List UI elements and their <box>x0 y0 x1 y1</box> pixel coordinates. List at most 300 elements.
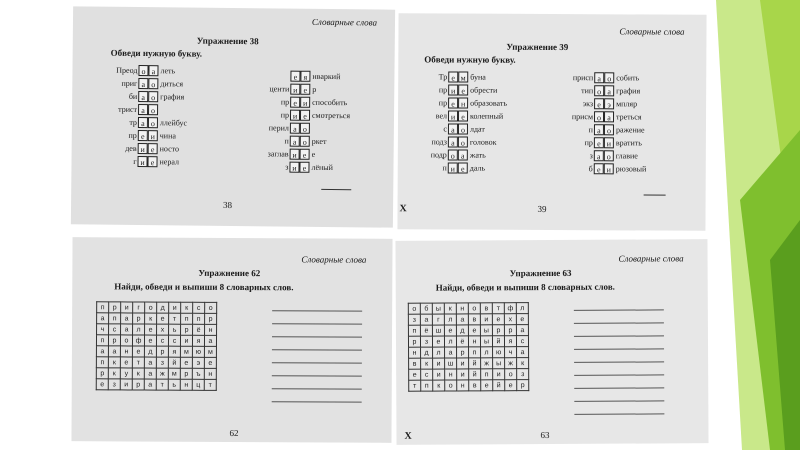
grid-cell[interactable]: р <box>492 325 504 336</box>
answer-line[interactable] <box>574 374 664 375</box>
grid-row <box>408 303 528 315</box>
grid-cell[interactable]: ь <box>168 379 180 390</box>
grid-cell[interactable]: м <box>168 368 180 379</box>
grid-cell[interactable]: ё <box>193 324 205 335</box>
letter-choice-2[interactable]: е <box>148 143 158 154</box>
letter-choice-1[interactable]: и <box>448 162 458 173</box>
grid-cell[interactable]: е <box>132 346 144 357</box>
grid-cell[interactable]: я <box>192 335 204 346</box>
word-suffix: колепный <box>470 111 504 121</box>
letter-choice-2[interactable]: о <box>300 123 310 134</box>
grid-cell[interactable]: а <box>108 346 120 357</box>
grid-cell[interactable]: н <box>205 324 217 335</box>
word-suffix: способить <box>312 97 348 108</box>
grid-cell[interactable]: ы <box>480 325 492 336</box>
letter-choice-2[interactable]: е <box>458 163 468 174</box>
letter-choice-2[interactable]: и <box>148 130 158 141</box>
word-prefix: п <box>588 125 593 135</box>
grid-cell[interactable]: н <box>445 369 457 380</box>
word-suffix: р <box>312 84 317 94</box>
grid-cell[interactable]: г <box>432 314 444 325</box>
letter-choice-1[interactable]: и <box>448 84 458 95</box>
word-suffix: ражение <box>615 125 645 135</box>
grid-cell[interactable]: с <box>193 302 205 313</box>
letter-choice-1[interactable]: а <box>138 78 148 89</box>
word-prefix: пр <box>584 138 593 148</box>
answer-line[interactable] <box>272 401 362 402</box>
letter-choice-2[interactable]: е <box>300 149 310 160</box>
grid-cell[interactable]: а <box>445 347 457 358</box>
grid-cell[interactable]: л <box>481 347 493 358</box>
grid-cell[interactable]: е <box>144 335 156 346</box>
grid-cell[interactable]: х <box>157 324 169 335</box>
grid-cell[interactable]: з <box>408 314 420 325</box>
letter-choice-1[interactable]: е <box>594 137 604 148</box>
grid-cell[interactable]: м <box>204 346 216 357</box>
grid-cell[interactable]: о <box>408 303 420 314</box>
grid-cell[interactable]: й <box>469 369 481 380</box>
grid-cell[interactable]: р <box>181 324 193 335</box>
grid-cell[interactable]: п <box>481 369 493 380</box>
grid-cell[interactable]: о <box>468 303 480 314</box>
word-suffix: вратить <box>615 138 642 148</box>
grid-cell[interactable]: е <box>204 357 216 368</box>
grid-cell[interactable]: г <box>133 302 145 313</box>
page-header: Словарные слова <box>311 16 378 28</box>
grid-cell[interactable]: р <box>108 335 120 346</box>
letter-choice-2[interactable]: е <box>299 162 309 173</box>
grid-cell[interactable]: а <box>144 379 156 390</box>
word-row <box>104 104 238 116</box>
grid-cell[interactable]: т <box>409 380 421 391</box>
grid-cell[interactable]: е <box>468 325 480 336</box>
answer-line[interactable] <box>272 362 362 363</box>
letter-choice-2[interactable]: о <box>148 78 158 89</box>
grid-cell[interactable]: и <box>493 369 505 380</box>
grid-cell[interactable]: п <box>408 325 420 336</box>
word-row <box>418 123 548 135</box>
word-suffix: буна <box>470 72 486 82</box>
answer-line[interactable] <box>272 323 362 324</box>
word-row <box>558 111 694 123</box>
letter-choice-2[interactable]: э <box>604 98 614 109</box>
grid-cell[interactable]: а <box>204 335 216 346</box>
grid-cell[interactable]: о <box>120 335 132 346</box>
word-suffix: носто <box>159 144 180 154</box>
answer-line[interactable] <box>272 388 362 389</box>
grid-cell[interactable]: ю <box>192 346 204 357</box>
letter-choice-1[interactable]: а <box>448 123 458 134</box>
grid-cell[interactable]: у <box>120 368 132 379</box>
grid-cell[interactable]: а <box>121 324 133 335</box>
letter-choice-2[interactable]: н <box>458 98 468 109</box>
letter-choice-1[interactable]: е <box>290 97 300 108</box>
word-row <box>254 109 390 121</box>
word-prefix: г <box>133 156 137 166</box>
letter-choice-1[interactable]: и <box>137 156 147 167</box>
letter-choice-1[interactable]: а <box>594 150 604 161</box>
letter-choice-2[interactable]: е <box>300 84 310 95</box>
grid-cell[interactable]: т <box>132 357 144 368</box>
grid-cell[interactable]: к <box>132 368 144 379</box>
grid-cell[interactable]: т <box>156 379 168 390</box>
grid-cell[interactable]: ё <box>456 336 468 347</box>
grid-cell[interactable]: д <box>144 346 156 357</box>
letter-choice-1[interactable]: а <box>594 72 604 83</box>
grid-cell[interactable]: р <box>408 336 420 347</box>
letter-choice-2[interactable]: е <box>458 85 468 96</box>
letter-choice-1[interactable]: и <box>290 110 300 121</box>
word-row <box>558 98 694 110</box>
letter-choice-2[interactable]: е <box>458 111 468 122</box>
letter-choice-2[interactable]: о <box>300 136 310 147</box>
letter-choice-2[interactable]: о <box>148 104 158 115</box>
letter-choice-2[interactable]: а <box>458 150 468 161</box>
grid-cell[interactable]: ш <box>445 358 457 369</box>
letter-choice-1[interactable]: а <box>290 123 300 134</box>
letter-choice-2[interactable]: о <box>604 150 614 161</box>
grid-cell[interactable]: й <box>493 380 505 391</box>
word-suffix: мпляр <box>616 99 638 109</box>
grid-cell[interactable]: а <box>97 313 109 324</box>
letter-choice-1[interactable]: е <box>138 130 148 141</box>
letter-choice-1[interactable]: о <box>594 111 604 122</box>
grid-cell[interactable]: л <box>516 303 528 314</box>
grid-cell[interactable]: ы <box>480 336 492 347</box>
grid-cell[interactable]: т <box>169 313 181 324</box>
letter-choice-2[interactable]: о <box>604 72 614 83</box>
grid-cell[interactable]: н <box>457 380 469 391</box>
grid-cell[interactable]: р <box>96 368 108 379</box>
grid-cell[interactable]: ч <box>97 324 109 335</box>
word-row <box>254 83 390 95</box>
grid-cell[interactable]: ц <box>192 379 204 390</box>
exercise-instruction: Обведи нужную букву. <box>424 54 516 65</box>
grid-cell[interactable]: ф <box>504 303 516 314</box>
word-prefix: трист <box>118 104 138 114</box>
grid-cell[interactable]: е <box>157 313 169 324</box>
grid-cell[interactable]: с <box>109 324 121 335</box>
word-row <box>104 65 238 77</box>
answer-line[interactable] <box>574 348 664 349</box>
answer-line[interactable] <box>574 361 664 362</box>
letter-choice-2[interactable]: е <box>147 156 157 167</box>
grid-cell[interactable]: й <box>168 357 180 368</box>
grid-cell[interactable]: ё <box>420 325 432 336</box>
letter-choice-1[interactable]: е <box>594 98 604 109</box>
grid-cell[interactable]: ф <box>132 335 144 346</box>
letter-choice-1[interactable]: е <box>448 97 458 108</box>
grid-cell[interactable]: н <box>456 303 468 314</box>
grid-cell[interactable]: е <box>145 324 157 335</box>
word-row <box>558 85 694 97</box>
grid-cell[interactable]: и <box>120 379 132 390</box>
grid-cell[interactable]: л <box>444 336 456 347</box>
grid-cell[interactable]: а <box>144 368 156 379</box>
grid-cell[interactable]: и <box>180 335 192 346</box>
grid-cell[interactable]: п <box>96 335 108 346</box>
grid-cell[interactable]: е <box>492 314 504 325</box>
grid-cell[interactable]: м <box>180 346 192 357</box>
grid-cell[interactable]: в <box>480 303 492 314</box>
letter-choice-1[interactable]: е <box>290 71 300 82</box>
grid-cell[interactable]: я <box>168 346 180 357</box>
word-search-grid[interactable] <box>408 302 529 392</box>
grid-cell[interactable]: т <box>492 303 504 314</box>
exercise-instruction: Обведи нужную букву. <box>110 47 203 59</box>
letter-choice-1[interactable]: а <box>138 91 148 102</box>
grid-cell[interactable]: и <box>457 358 469 369</box>
word-prefix: Тр <box>438 72 448 82</box>
answer-line[interactable] <box>272 310 362 311</box>
grid-row <box>96 379 216 391</box>
grid-cell[interactable]: е <box>409 369 421 380</box>
grid-cell[interactable]: р <box>132 379 144 390</box>
grid-cell[interactable]: т <box>204 379 216 390</box>
grid-cell[interactable]: о <box>205 302 217 313</box>
grid-cell[interactable]: ж <box>481 358 493 369</box>
answer-line[interactable] <box>272 375 362 376</box>
word-suffix: лёный <box>311 162 334 173</box>
letter-choice-1[interactable]: о <box>448 149 458 160</box>
letter-choice-2[interactable]: а <box>604 111 614 122</box>
letter-choice-1[interactable]: е <box>594 163 604 174</box>
letter-choice-1[interactable]: и <box>448 110 458 121</box>
grid-cell[interactable]: э <box>192 357 204 368</box>
grid-row <box>409 347 529 359</box>
letter-choice-1[interactable]: а <box>594 124 604 135</box>
letter-choice-2[interactable]: и <box>604 163 614 174</box>
workbook-page-62 <box>71 237 392 443</box>
word-prefix: пр <box>280 110 290 120</box>
answer-line[interactable] <box>272 349 362 350</box>
grid-cell[interactable]: з <box>108 379 120 390</box>
grid-cell[interactable]: о <box>145 302 157 313</box>
word-suffix: рюзовый <box>615 164 647 174</box>
word-suffix: смотреться <box>311 110 351 121</box>
grid-cell[interactable]: р <box>517 380 529 391</box>
word-suffix: диться <box>160 79 184 89</box>
grid-cell[interactable]: к <box>108 368 120 379</box>
word-prefix: с <box>443 124 447 134</box>
grid-cell[interactable]: д <box>456 325 468 336</box>
grid-cell[interactable]: а <box>517 347 529 358</box>
word-suffix: леть <box>160 66 176 76</box>
letter-choice-2[interactable]: о <box>148 117 158 128</box>
grid-cell[interactable]: ы <box>432 303 444 314</box>
grid-cell[interactable]: к <box>433 380 445 391</box>
grid-cell[interactable]: й <box>469 358 481 369</box>
letter-choice-1[interactable]: и <box>138 143 148 154</box>
grid-cell[interactable]: а <box>96 346 108 357</box>
page-number: 63 <box>540 430 550 441</box>
letter-choice-2[interactable]: я <box>300 71 310 82</box>
letter-choice-1[interactable]: е <box>448 71 458 82</box>
grid-cell[interactable]: к <box>145 313 157 324</box>
grid-cell[interactable]: п <box>109 313 121 324</box>
grid-cell[interactable]: и <box>433 358 445 369</box>
exercise-title: Упражнение 63 <box>509 267 572 279</box>
grid-cell[interactable]: к <box>108 357 120 368</box>
grid-cell[interactable]: п <box>469 347 481 358</box>
answer-line[interactable] <box>574 335 664 336</box>
grid-cell[interactable]: л <box>444 314 456 325</box>
grid-cell[interactable]: и <box>480 314 492 325</box>
letter-choice-2[interactable]: а <box>604 85 614 96</box>
grid-cell[interactable]: н <box>409 347 421 358</box>
word-row <box>104 130 238 142</box>
grid-cell[interactable]: а <box>144 357 156 368</box>
grid-cell[interactable]: е <box>481 380 493 391</box>
grid-cell[interactable]: ч <box>505 347 517 358</box>
grid-cell[interactable]: н <box>120 346 132 357</box>
grid-cell[interactable]: ъ <box>192 368 204 379</box>
letter-choice-2[interactable]: и <box>300 97 310 108</box>
grid-cell[interactable]: н <box>180 379 192 390</box>
letter-choice-2[interactable]: о <box>604 124 614 135</box>
grid-cell[interactable]: к <box>421 358 433 369</box>
word-prefix: присм <box>571 112 594 122</box>
word-row <box>418 136 548 148</box>
letter-choice-1[interactable]: о <box>138 65 148 76</box>
grid-cell[interactable]: ш <box>432 325 444 336</box>
answer-line[interactable] <box>574 387 664 388</box>
answer-line[interactable] <box>272 336 362 337</box>
word-suffix: чина <box>159 131 176 141</box>
grid-cell[interactable]: с <box>421 369 433 380</box>
grid-cell[interactable]: а <box>516 325 528 336</box>
letter-choice-1[interactable]: а <box>448 136 458 147</box>
grid-cell[interactable]: н <box>468 336 480 347</box>
grid-cell[interactable]: и <box>169 302 181 313</box>
grid-cell[interactable]: д <box>157 302 169 313</box>
grid-cell[interactable]: р <box>504 325 516 336</box>
grid-cell[interactable]: п <box>97 302 109 313</box>
answer-line[interactable] <box>574 400 664 401</box>
word-suffix: е <box>311 149 316 159</box>
word-row <box>104 117 238 129</box>
grid-cell[interactable]: е <box>96 379 108 390</box>
grid-cell[interactable]: з <box>420 336 432 347</box>
grid-cell[interactable]: р <box>156 346 168 357</box>
grid-cell[interactable]: ж <box>505 358 517 369</box>
grid-cell[interactable]: ы <box>493 358 505 369</box>
grid-cell[interactable]: а <box>121 313 133 324</box>
letter-choice-1[interactable]: а <box>138 104 148 115</box>
grid-cell[interactable]: в <box>409 358 421 369</box>
answer-line[interactable] <box>574 413 664 414</box>
letter-choice-2[interactable]: а <box>148 65 158 76</box>
word-row <box>418 97 548 109</box>
grid-cell[interactable]: а <box>420 314 432 325</box>
mark-x: X <box>399 203 407 215</box>
letter-choice-2[interactable]: о <box>458 124 468 135</box>
word-prefix: пр <box>438 98 448 108</box>
grid-cell[interactable]: р <box>205 313 217 324</box>
grid-cell[interactable]: р <box>457 347 469 358</box>
grid-cell[interactable]: е <box>120 357 132 368</box>
grid-row <box>96 368 216 380</box>
grid-cell[interactable]: е <box>444 325 456 336</box>
letter-choice-1[interactable]: и <box>290 149 300 160</box>
grid-cell[interactable]: ю <box>493 347 505 358</box>
grid-cell[interactable]: ж <box>156 368 168 379</box>
grid-cell[interactable]: е <box>432 336 444 347</box>
grid-row <box>97 324 217 336</box>
grid-cell[interactable]: й <box>492 336 504 347</box>
grid-cell[interactable]: и <box>121 302 133 313</box>
letter-choice-1[interactable]: а <box>138 117 148 128</box>
letter-choice-1[interactable]: и <box>290 84 300 95</box>
letter-choice-2[interactable]: о <box>148 91 158 102</box>
letter-choice-2[interactable]: м <box>458 72 468 83</box>
word-row <box>254 135 390 147</box>
grid-cell[interactable]: с <box>168 335 180 346</box>
word-search-grid[interactable] <box>96 301 217 391</box>
grid-cell[interactable]: с <box>156 335 168 346</box>
letter-choice-2[interactable]: е <box>300 110 310 121</box>
grid-cell[interactable]: я <box>504 336 516 347</box>
letter-choice-1[interactable]: о <box>594 85 604 96</box>
grid-cell[interactable]: в <box>469 380 481 391</box>
grid-cell[interactable]: е <box>180 357 192 368</box>
grid-cell[interactable]: п <box>193 313 205 324</box>
letter-choice-1[interactable]: а <box>290 136 300 147</box>
grid-cell[interactable]: х <box>504 314 516 325</box>
letter-choice-2[interactable]: о <box>458 137 468 148</box>
grid-cell[interactable]: з <box>156 357 168 368</box>
grid-cell[interactable]: л <box>133 324 145 335</box>
page-header: Словарные слова <box>618 253 684 264</box>
grid-cell[interactable]: б <box>420 303 432 314</box>
word-suffix: графия <box>160 92 185 102</box>
grid-cell[interactable]: о <box>445 380 457 391</box>
grid-cell[interactable]: е <box>516 314 528 325</box>
grid-cell[interactable]: е <box>505 380 517 391</box>
page-number: 38 <box>223 199 233 210</box>
grid-cell[interactable]: а <box>456 314 468 325</box>
grid-cell[interactable]: и <box>457 369 469 380</box>
grid-cell[interactable]: с <box>516 336 528 347</box>
grid-cell[interactable]: р <box>133 313 145 324</box>
grid-cell[interactable]: п <box>421 380 433 391</box>
grid-cell[interactable]: з <box>517 369 529 380</box>
grid-cell[interactable]: л <box>433 347 445 358</box>
grid-cell[interactable]: д <box>421 347 433 358</box>
word-row <box>104 91 238 103</box>
grid-cell[interactable]: к <box>517 358 529 369</box>
word-row <box>104 78 238 90</box>
exercise-title: Упражнение 62 <box>198 267 261 279</box>
grid-cell[interactable]: н <box>204 368 216 379</box>
answer-line[interactable] <box>574 309 664 310</box>
answer-line[interactable] <box>574 322 664 323</box>
letter-choice-1[interactable]: и <box>289 162 299 173</box>
grid-cell[interactable]: ь <box>169 324 181 335</box>
grid-cell[interactable]: р <box>180 368 192 379</box>
grid-cell[interactable]: п <box>96 357 108 368</box>
grid-cell[interactable]: и <box>433 369 445 380</box>
grid-cell[interactable]: к <box>444 303 456 314</box>
grid-cell[interactable]: п <box>181 313 193 324</box>
grid-cell[interactable]: к <box>181 302 193 313</box>
grid-row <box>408 325 528 337</box>
grid-cell[interactable]: р <box>109 302 121 313</box>
answer-line <box>644 194 666 195</box>
letter-choice-2[interactable]: и <box>604 137 614 148</box>
grid-cell[interactable]: в <box>468 314 480 325</box>
grid-cell[interactable]: о <box>505 369 517 380</box>
